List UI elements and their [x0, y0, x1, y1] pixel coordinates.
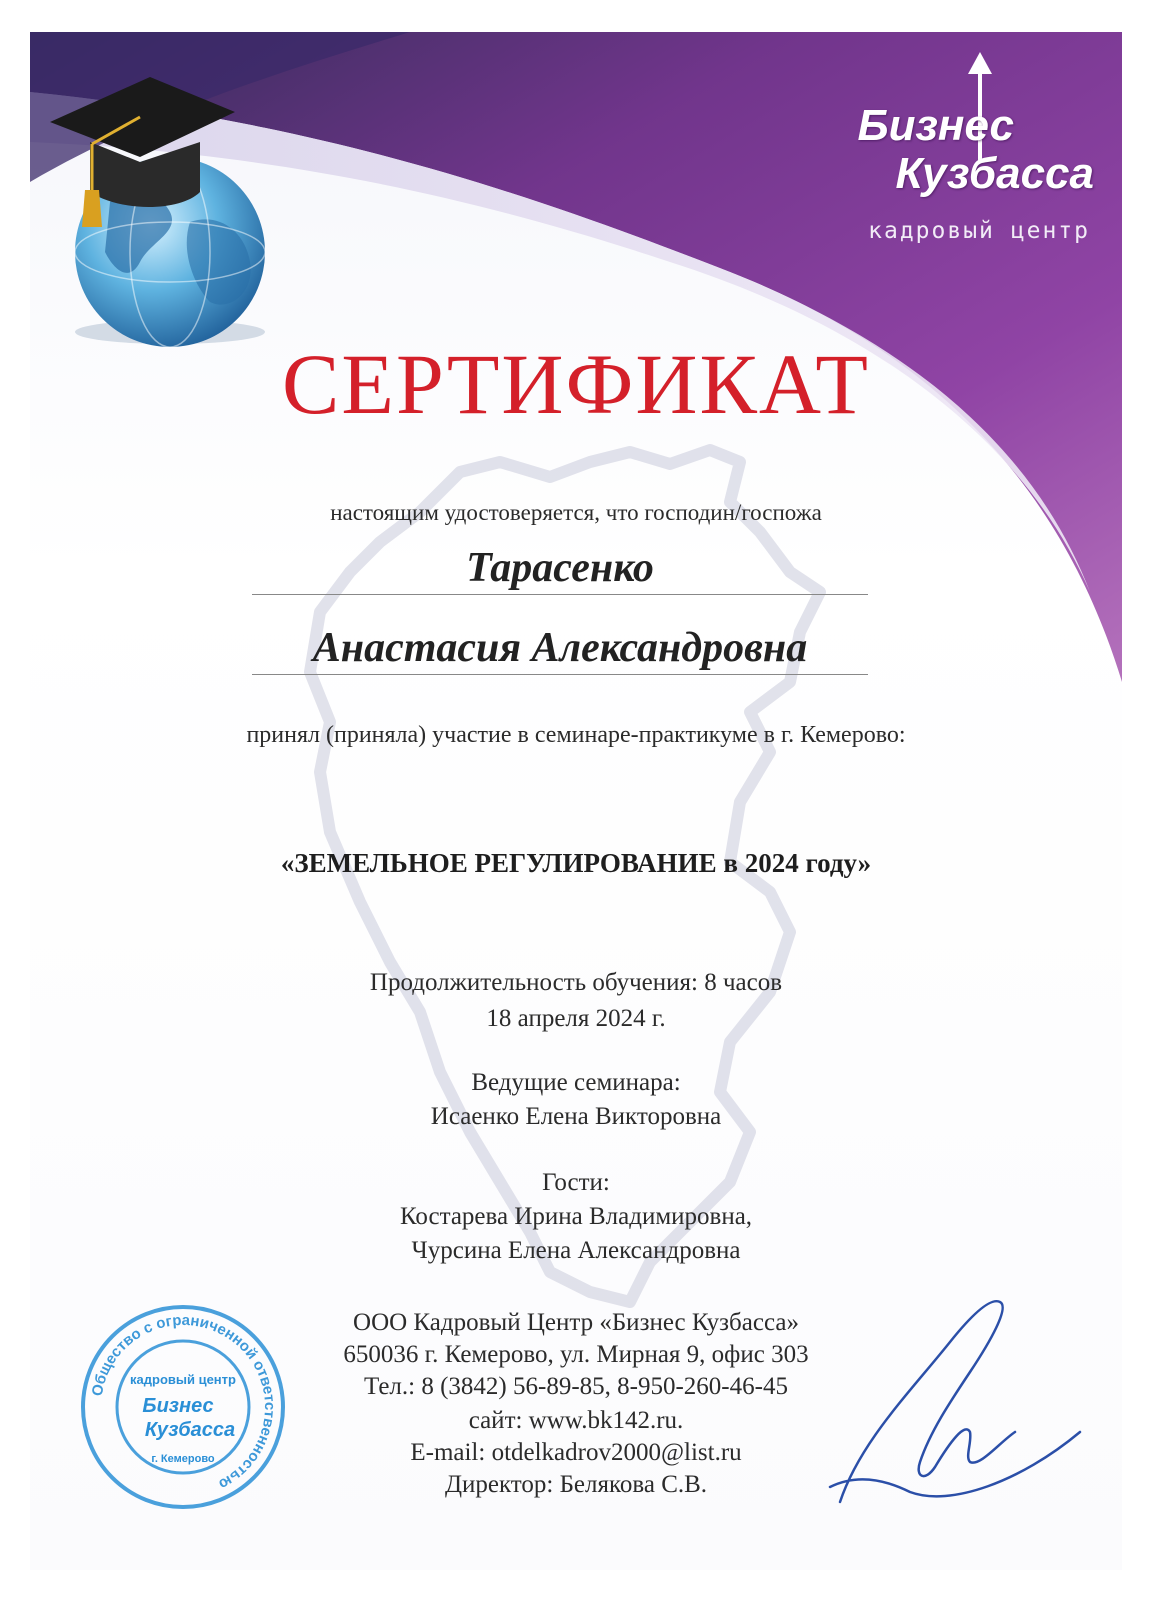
- participation-text: принял (приняла) участие в семинаре-практикуме в г. Кемерово:: [246, 722, 906, 748]
- guest-name-2: Чурсина Елена Александровна: [411, 1237, 741, 1264]
- host-name: Исаенко Елена Викторовна: [430, 1103, 722, 1130]
- stamp-inner-bottom: г. Кемерово: [151, 1453, 215, 1465]
- intro-text: настоящим удостоверяется, что господин/госпожа: [330, 500, 822, 525]
- org-name: ООО Кадровый Центр «Бизнес Кузбасса»: [353, 1309, 799, 1336]
- surname-line: [252, 544, 868, 595]
- recipient-surname: Тарасенко: [252, 544, 868, 595]
- hosts-label: Ведущие семинара:: [471, 1069, 681, 1096]
- duration-text: Продолжительность обучения: 8 часов: [369, 969, 783, 996]
- org-site: сайт: www.bk142.ru.: [468, 1407, 684, 1434]
- company-logo: [794, 102, 1094, 244]
- logo-line-1: Бизнес: [857, 101, 1014, 150]
- guests-label: Гости:: [542, 1169, 610, 1196]
- guest-name-1: Костарева Ирина Владимировна,: [399, 1203, 753, 1230]
- recipient-given-names: Анастасия Александровна: [252, 624, 868, 675]
- date-text: 18 апреля 2024 г.: [486, 1005, 666, 1032]
- seminar-title: «ЗЕМЕЛЬНОЕ РЕГУЛИРОВАНИЕ в 2024 году»: [280, 848, 872, 878]
- org-email: E-mail: otdelkadrov2000@list.ru: [410, 1439, 742, 1466]
- stamp-ring-text: Общество с ограниченной ответственностью: [88, 1311, 279, 1493]
- org-address: 650036 г. Кемерово, ул. Мирная 9, офис 303: [343, 1341, 809, 1368]
- logo-line-2: Кузбасса: [895, 149, 1094, 198]
- stamp-inner-top: кадровый центр: [130, 1372, 236, 1387]
- company-stamp: [78, 1302, 288, 1512]
- director-signature: [800, 1282, 1100, 1532]
- certificate-title: СЕРТИФИКАТ: [282, 336, 870, 432]
- logo-subtitle: кадровый центр: [868, 218, 1090, 244]
- stamp-brand-2: Кузбасса: [144, 1419, 236, 1441]
- director-text: Директор: Белякова С.В.: [444, 1471, 708, 1498]
- given-names-line: [252, 624, 868, 675]
- certificate-sheet: [30, 32, 1122, 1570]
- org-phone: Тел.: 8 (3842) 56-89-85, 8-950-260-46-45: [364, 1373, 788, 1400]
- stamp-brand-1: Бизнес: [142, 1395, 214, 1417]
